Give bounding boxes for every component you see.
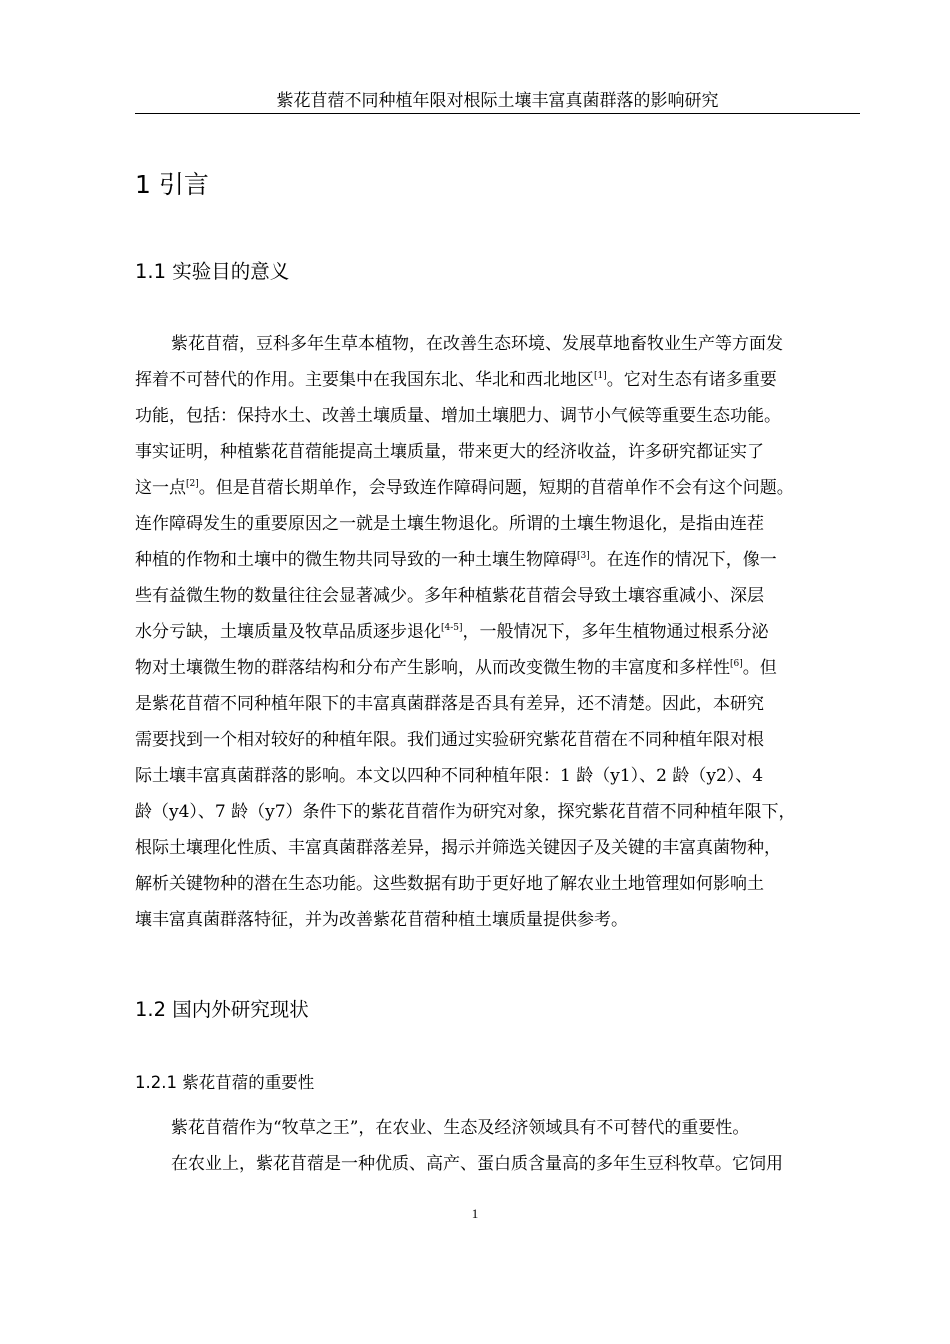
citation[interactable]: [1] — [594, 371, 607, 381]
paragraph-line: 紫花苜蓿作为“牧草之王”，在农业、生态及经济领域具有不可替代的重要性。 — [171, 1118, 750, 1138]
paragraph-line: 根际土壤理化性质、丰富真菌群落差异，揭示并筛选关键因子及关键的丰富真菌物种， — [135, 838, 781, 858]
paragraph-line: 功能，包括：保持水土、改善土壤质量、增加土壤肥力、调节小气候等重要生态功能。 — [135, 406, 781, 426]
section-1-2-heading: 1.2 国内外研究现状 — [135, 998, 309, 1021]
paragraph-line: 是紫花苜蓿不同种植年限下的丰富真菌群落是否具有差异，还不清楚。因此，本研究 — [135, 694, 764, 714]
paragraph-line: 物对土壤微生物的群落结构和分布产生影响，从而改变微生物的丰富度和多样性[6]。但 — [135, 658, 777, 678]
section-1-1-heading: 1.1 实验目的意义 — [135, 260, 290, 283]
header-rule — [135, 113, 860, 114]
paragraph-line: 事实证明，种植紫花苜蓿能提高土壤质量，带来更大的经济收益，许多研究都证实了 — [135, 442, 764, 462]
paragraph-line: 需要找到一个相对较好的种植年限。我们通过实验研究紫花苜蓿在不同种植年限对根 — [135, 730, 764, 750]
paragraph-line: 紫花苜蓿，豆科多年生草本植物，在改善生态环境、发展草地畜牧业生产等方面发 — [171, 334, 783, 354]
paragraph-line: 在农业上，紫花苜蓿是一种优质、高产、蛋白质含量高的多年生豆科牧草。它饲用 — [171, 1154, 783, 1174]
paragraph-line: 些有益微生物的数量往往会显著减少。多年种植紫花苜蓿会导致土壤容重减小、深层 — [135, 586, 764, 606]
paragraph-line: 水分亏缺，土壤质量及牧草品质逐步退化[4-5]，一般情况下，多年生植物通过根系分泌 — [135, 622, 769, 642]
running-header: 紫花苜蓿不同种植年限对根际土壤丰富真菌群落的影响研究 — [276, 91, 719, 111]
paragraph-line: 种植的作物和土壤中的微生物共同导致的一种土壤生物障碍[3]。在连作的情况下，像一 — [135, 550, 777, 570]
section-1-2-1-heading: 1.2.1 紫花苜蓿的重要性 — [135, 1073, 315, 1092]
paragraph-line: 连作障碍发生的重要原因之一就是土壤生物退化。所谓的土壤生物退化，是指由连茬 — [135, 514, 764, 534]
paragraph-line: 壤丰富真菌群落特征，并为改善紫花苜蓿种植土壤质量提供参考。 — [135, 910, 628, 930]
paragraph-line: 挥着不可替代的作用。主要集中在我国东北、华北和西北地区[1]。它对生态有诸多重要 — [135, 370, 777, 390]
citation[interactable]: [6] — [730, 659, 743, 669]
section-1-heading: 1 引言 — [135, 170, 209, 199]
paragraph-line: 龄（y4）、7 龄（y7）条件下的紫花苜蓿作为研究对象，探究紫花苜蓿不同种植年限下， — [135, 802, 796, 822]
paragraph-line: 这一点[2]。但是苜蓿长期单作，会导致连作障碍问题，短期的苜蓿单作不会有这个问题。 — [135, 478, 794, 498]
citation[interactable]: [4-5] — [441, 623, 463, 633]
citation[interactable]: [2] — [186, 479, 199, 489]
citation[interactable]: [3] — [577, 551, 590, 561]
paragraph-line: 际土壤丰富真菌群落的影响。本文以四种不同种植年限：1 龄（y1）、2 龄（y2）、4 — [135, 766, 764, 786]
page-number: 1 — [471, 1206, 479, 1221]
paragraph-line: 解析关键物种的潜在生态功能。这些数据有助于更好地了解农业土地管理如何影响土 — [135, 874, 764, 894]
